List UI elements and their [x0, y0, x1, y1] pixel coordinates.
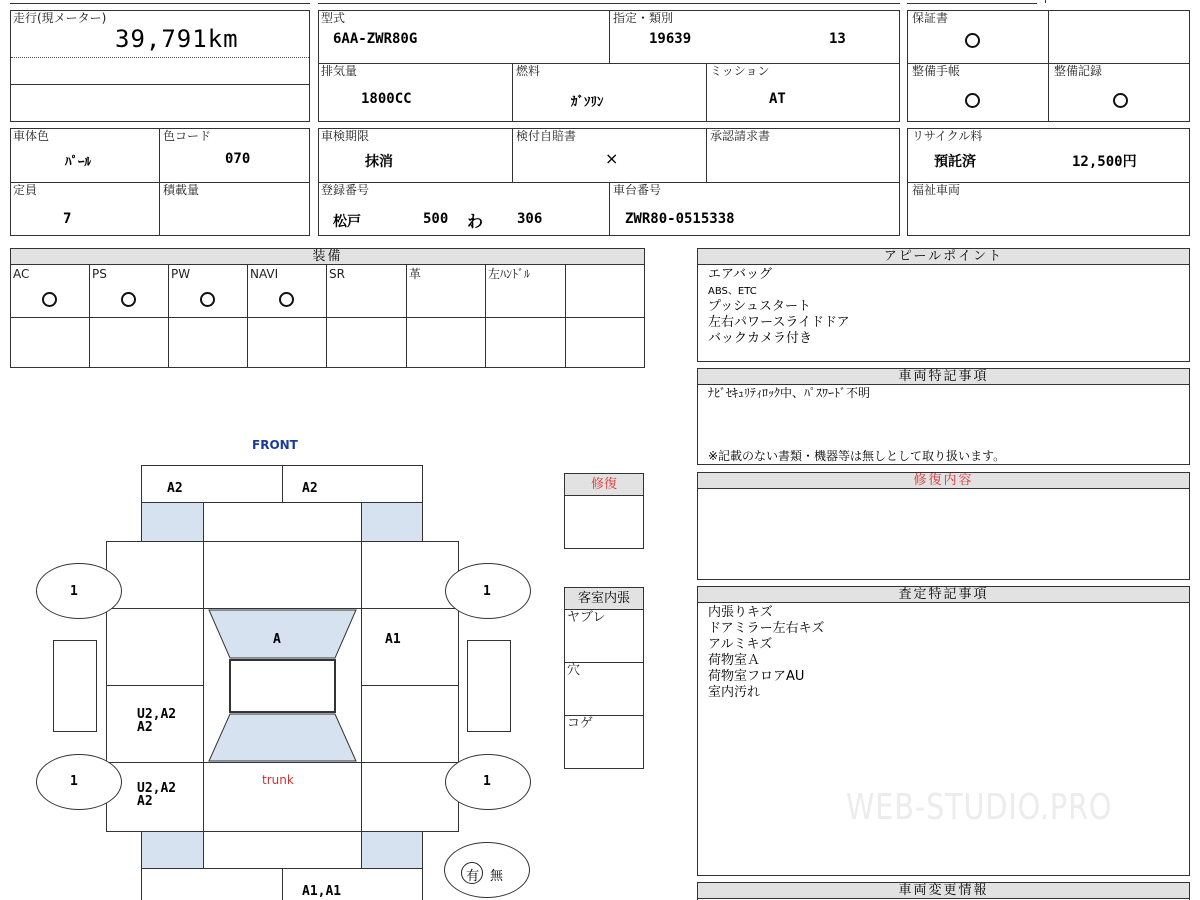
designation-value-1: 19639: [649, 31, 692, 47]
equipment-ac-circle: [42, 292, 57, 307]
equipment-navi-label: NAVI: [250, 267, 279, 281]
appeal-line-1: エアバッグ: [708, 267, 772, 282]
load-capacity-label: 積載量: [163, 183, 200, 197]
right-quarter: [361, 762, 459, 832]
recycle-fee-status: 預託済: [934, 154, 976, 170]
interior-tear-label: ヤブレ: [567, 610, 606, 625]
hood-front: [203, 502, 362, 542]
equipment-navi-circle: [279, 292, 294, 307]
equipment-leather-label: 革: [409, 267, 422, 281]
model-code-label: 型式: [321, 11, 346, 25]
appraisal-notes-title: 査定特記事項: [698, 587, 1189, 603]
right-mirror: [467, 640, 511, 732]
special-notes-line-2: ※記載のない書類・機器等は無しとして取り扱います。: [708, 449, 1006, 463]
appraisal-line-2: ドアミラー左右キズ: [708, 621, 825, 636]
designation-value-2: 13: [829, 31, 846, 47]
appeal-line-5: バックカメラ付き: [708, 331, 813, 346]
left-rear-door-label-2: A2: [137, 720, 153, 735]
appeal-line-4: 左右パワースライドドア: [708, 315, 850, 330]
appraisal-line-1: 内張りキズ: [708, 605, 773, 620]
approval-request-label: 承認請求書: [710, 129, 771, 143]
vehicle-change-title: 車両変更情報: [698, 883, 1189, 899]
insurance-cert-value: ×: [605, 149, 619, 168]
mileage-label: 走行(現メーター): [13, 11, 107, 25]
equipment-sr-label: SR: [329, 267, 345, 281]
body-color-value: ﾊﾟｰﾙ: [65, 155, 91, 170]
color-code-value: 070: [225, 151, 251, 167]
special-notes-title: 車両特記事項: [698, 369, 1189, 385]
displacement-value: 1800CC: [361, 91, 412, 107]
repair-box-title: 修復: [565, 474, 643, 496]
hood: [203, 541, 362, 609]
tire-rear-left-label: 1: [70, 774, 78, 789]
vehicle-change-box: [697, 882, 1190, 900]
front-bumper-left: [141, 465, 283, 503]
fuel-value: ｶﾞｿﾘﾝ: [571, 95, 604, 110]
car-diagram: [0, 430, 560, 900]
equipment-ac-label: AC: [13, 267, 30, 281]
appeal-line-2: ABS、ETC: [708, 286, 757, 297]
left-rear-door: [106, 685, 204, 763]
equipment-lhd-label: 左ﾊﾝﾄﾞﾙ: [488, 267, 531, 281]
recycle-fee-label: リサイクル料: [912, 129, 983, 143]
watermark: WEB-STUDIO.PRO: [846, 787, 1113, 828]
rear-bumper-left: [141, 868, 283, 900]
repair-box: [564, 473, 644, 549]
maintenance-record-label: 整備記録: [1054, 64, 1103, 78]
appraisal-line-6: 室内汚れ: [708, 685, 761, 700]
rear-panel: [203, 831, 362, 869]
registration-class: 500: [423, 211, 449, 227]
appraisal-line-5: 荷物室フロアAU: [708, 669, 805, 684]
welfare-vehicle-label: 福祉車両: [912, 183, 961, 197]
rear-right-light: [361, 831, 423, 869]
equipment-ps-circle: [121, 292, 136, 307]
interior-box-title: 客室内張: [565, 588, 643, 610]
appeal-points-title: アピールポイント: [698, 249, 1189, 265]
front-bumper-left-label: A2: [167, 481, 183, 496]
left-quarter-label-2: A2: [137, 794, 153, 809]
repair-contents-title: 修復内容: [698, 473, 1189, 489]
rear-glass: [209, 714, 356, 761]
equipment-pw-label: PW: [171, 267, 191, 281]
appraisal-line-4: 荷物室Ａ: [708, 653, 761, 668]
tire-front-left: [36, 563, 122, 619]
chassis-no-label: 車台番号: [613, 183, 662, 197]
interior-box: [564, 587, 644, 769]
fuel-label: 燃料: [516, 64, 541, 78]
registration-label: 登録番号: [321, 183, 370, 197]
appraisal-notes-box: [697, 586, 1190, 876]
spare-tire: [444, 842, 530, 898]
roof: [230, 660, 335, 712]
color-box: [10, 128, 310, 236]
front-right-light: [361, 502, 423, 542]
maintenance-record-circle: [1113, 93, 1128, 108]
model-code-value: 6AA-ZWR80G: [333, 31, 418, 47]
registration-number: 306: [517, 211, 543, 227]
recycle-box: [907, 128, 1190, 236]
interior-burn-label: コゲ: [567, 716, 594, 731]
appeal-points-box: [697, 248, 1190, 362]
equipment-pw-circle: [200, 292, 215, 307]
windshield-and-rear-glass: [203, 608, 362, 763]
left-front-fender: [106, 541, 204, 609]
left-mirror: [53, 640, 97, 732]
registration-box: [318, 128, 900, 236]
special-notes-box: [697, 368, 1190, 465]
equipment-title: 装備: [11, 249, 644, 265]
spare-no-label: 無: [490, 869, 504, 884]
left-quarter-label-1: U2,A2: [137, 781, 177, 796]
appeal-line-3: プッシュスタート: [708, 299, 811, 314]
trunk-label: trunk: [262, 773, 294, 787]
spare-yes-label: 有: [466, 869, 480, 884]
right-rear-door: [361, 685, 459, 763]
front-label: FRONT: [252, 438, 298, 452]
tire-rear-left: [36, 754, 122, 810]
color-code-label: 色コード: [163, 129, 212, 143]
chassis-no-value: ZWR80-0515338: [625, 211, 735, 227]
maintenance-notebook-circle: [965, 93, 980, 108]
spec-box: [318, 10, 900, 122]
inspection-expiry-value: 抹消: [365, 154, 393, 170]
transmission-label: ミッション: [710, 64, 770, 78]
documents-box: [907, 10, 1190, 122]
recycle-fee-amount: 12,500円: [1072, 154, 1137, 170]
equipment-table: [10, 248, 645, 368]
tire-front-left-label: 1: [70, 584, 78, 599]
roof-label: A: [273, 632, 281, 647]
right-front-door: [361, 608, 459, 686]
interior-hole-label: 穴: [567, 663, 581, 678]
warranty-book-circle: [965, 33, 980, 48]
insurance-cert-label: 検付自賠書: [516, 129, 577, 143]
windshield: [209, 610, 356, 658]
registration-area: 松戸: [333, 214, 361, 230]
tire-rear-right-label: 1: [483, 774, 491, 789]
left-front-door: [106, 608, 204, 686]
equipment-ps-label: PS: [92, 267, 107, 281]
right-front-fender: [361, 541, 459, 609]
designation-label: 指定・類別: [613, 11, 674, 25]
warranty-book-label: 保証書: [912, 11, 949, 25]
mileage-value: 39,791km: [115, 25, 239, 53]
maintenance-notebook-label: 整備手帳: [912, 64, 961, 78]
rear-bumper-label: A1,A1: [302, 884, 342, 899]
special-notes-line-1: ﾅﾋﾞｾｷｭﾘﾃｨﾛｯｸ中、ﾊﾟｽﾜｰﾄﾞ不明: [708, 386, 871, 400]
appraisal-line-3: アルミキズ: [708, 637, 773, 652]
capacity-value: 7: [63, 211, 72, 227]
tire-front-right-label: 1: [483, 584, 491, 599]
capacity-label: 定員: [13, 183, 38, 197]
repair-contents-box: [697, 472, 1190, 580]
right-front-door-label: A1: [385, 632, 401, 647]
left-quarter: [106, 762, 204, 832]
rear-left-light: [141, 831, 204, 869]
inspection-expiry-label: 車検期限: [321, 129, 370, 143]
front-left-light: [141, 502, 204, 542]
mileage-box: [10, 10, 310, 122]
displacement-label: 排気量: [321, 64, 358, 78]
registration-kana: わ: [467, 212, 484, 231]
front-bumper-right-label: A2: [302, 481, 318, 496]
transmission-value: AT: [769, 91, 786, 107]
left-rear-door-label-1: U2,A2: [137, 707, 177, 722]
body-color-label: 車体色: [13, 129, 50, 143]
